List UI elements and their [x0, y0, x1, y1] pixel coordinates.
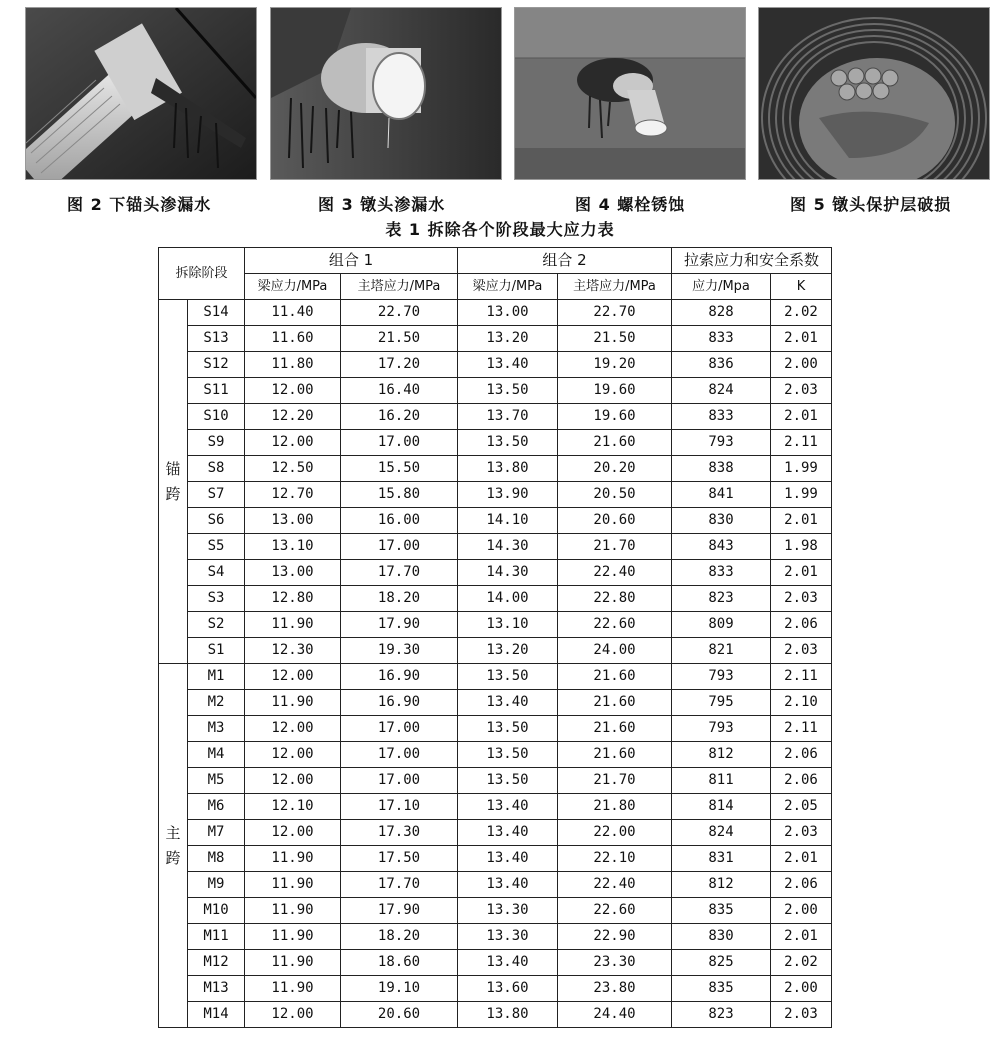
table-row — [159, 872, 832, 898]
table-row — [159, 482, 832, 508]
value-cell: 12.00 — [245, 716, 341, 742]
value-cell: 833 — [672, 560, 771, 586]
value-cell: 23.30 — [558, 950, 672, 976]
stage-cell: M14 — [188, 1002, 245, 1028]
table-row — [159, 950, 832, 976]
value-cell: 11.90 — [245, 612, 341, 638]
table-header-row-1 — [159, 248, 832, 274]
value-cell: 17.00 — [341, 716, 458, 742]
figure-3-caption: 图 3 镦头渗漏水 — [318, 195, 446, 214]
value-cell: 793 — [672, 430, 771, 456]
value-cell: 2.03 — [771, 638, 832, 664]
value-cell: 17.00 — [341, 534, 458, 560]
table-row — [159, 768, 832, 794]
value-cell: 22.70 — [558, 300, 672, 326]
value-cell: 13.50 — [458, 664, 558, 690]
value-cell: 809 — [672, 612, 771, 638]
value-cell: 812 — [672, 742, 771, 768]
value-cell: 13.10 — [245, 534, 341, 560]
table-title: 表 1 拆除各个阶段最大应力表 — [385, 220, 615, 239]
value-cell: 12.00 — [245, 768, 341, 794]
value-cell: 825 — [672, 950, 771, 976]
value-cell: 823 — [672, 1002, 771, 1028]
value-cell: 13.00 — [245, 560, 341, 586]
value-cell: 13.00 — [245, 508, 341, 534]
value-cell: 13.80 — [458, 456, 558, 482]
value-cell: 17.20 — [341, 352, 458, 378]
figure-4-photo — [514, 7, 746, 180]
value-cell: 13.40 — [458, 846, 558, 872]
value-cell: 14.30 — [458, 534, 558, 560]
value-cell: 812 — [672, 872, 771, 898]
value-cell: 2.11 — [771, 716, 832, 742]
value-cell: 12.00 — [245, 378, 341, 404]
value-cell: 11.90 — [245, 846, 341, 872]
table-row — [159, 300, 832, 326]
value-cell: 20.60 — [341, 1002, 458, 1028]
stage-cell: S12 — [188, 352, 245, 378]
header-cable: 拉索应力和安全系数 — [672, 248, 832, 274]
stage-cell: S2 — [188, 612, 245, 638]
section-label: 主 跨 — [159, 664, 188, 1028]
table-row — [159, 846, 832, 872]
value-cell: 23.80 — [558, 976, 672, 1002]
value-cell: 19.30 — [341, 638, 458, 664]
value-cell: 21.60 — [558, 690, 672, 716]
value-cell: 843 — [672, 534, 771, 560]
stage-cell: S13 — [188, 326, 245, 352]
value-cell: 2.02 — [771, 950, 832, 976]
table-row — [159, 326, 832, 352]
figure-3-photo — [270, 7, 502, 180]
figure-2-caption: 图 2 下锚头渗漏水 — [67, 195, 212, 214]
value-cell: 24.00 — [558, 638, 672, 664]
value-cell: 13.70 — [458, 404, 558, 430]
value-cell: 19.60 — [558, 404, 672, 430]
value-cell: 2.03 — [771, 820, 832, 846]
value-cell: 13.50 — [458, 378, 558, 404]
value-cell: 21.60 — [558, 742, 672, 768]
value-cell: 22.80 — [558, 586, 672, 612]
value-cell: 833 — [672, 404, 771, 430]
section-label: 锚 跨 — [159, 300, 188, 664]
table-row — [159, 508, 832, 534]
value-cell: 2.01 — [771, 846, 832, 872]
stage-cell: S9 — [188, 430, 245, 456]
value-cell: 12.20 — [245, 404, 341, 430]
table-row — [159, 378, 832, 404]
value-cell: 18.20 — [341, 586, 458, 612]
value-cell: 13.50 — [458, 768, 558, 794]
value-cell: 13.40 — [458, 794, 558, 820]
value-cell: 13.40 — [458, 690, 558, 716]
value-cell: 2.06 — [771, 612, 832, 638]
table-row — [159, 976, 832, 1002]
header-tower-stress-2: 主塔应力/MPa — [558, 274, 672, 300]
value-cell: 21.60 — [558, 716, 672, 742]
stage-cell: M12 — [188, 950, 245, 976]
value-cell: 21.50 — [558, 326, 672, 352]
header-cable-stress: 应力/Mpa — [672, 274, 771, 300]
value-cell: 13.10 — [458, 612, 558, 638]
value-cell: 14.30 — [458, 560, 558, 586]
value-cell: 20.50 — [558, 482, 672, 508]
stage-cell: S6 — [188, 508, 245, 534]
value-cell: 11.60 — [245, 326, 341, 352]
value-cell: 2.06 — [771, 742, 832, 768]
value-cell: 2.05 — [771, 794, 832, 820]
value-cell: 2.01 — [771, 560, 832, 586]
stress-table — [158, 247, 832, 1028]
stage-cell: M8 — [188, 846, 245, 872]
value-cell: 17.00 — [341, 742, 458, 768]
value-cell: 836 — [672, 352, 771, 378]
stage-cell: M7 — [188, 820, 245, 846]
value-cell: 19.60 — [558, 378, 672, 404]
value-cell: 1.99 — [771, 456, 832, 482]
header-group-2: 组合 2 — [458, 248, 672, 274]
value-cell: 22.60 — [558, 612, 672, 638]
value-cell: 16.90 — [341, 690, 458, 716]
table-row — [159, 742, 832, 768]
value-cell: 12.80 — [245, 586, 341, 612]
value-cell: 835 — [672, 976, 771, 1002]
table-row — [159, 664, 832, 690]
stage-cell: M13 — [188, 976, 245, 1002]
header-beam-stress-1: 梁应力/MPa — [245, 274, 341, 300]
table-row — [159, 404, 832, 430]
value-cell: 841 — [672, 482, 771, 508]
value-cell: 11.90 — [245, 976, 341, 1002]
value-cell: 13.40 — [458, 820, 558, 846]
value-cell: 2.02 — [771, 300, 832, 326]
value-cell: 13.50 — [458, 742, 558, 768]
value-cell: 19.10 — [341, 976, 458, 1002]
value-cell: 2.01 — [771, 508, 832, 534]
value-cell: 21.70 — [558, 534, 672, 560]
value-cell: 22.90 — [558, 924, 672, 950]
value-cell: 2.03 — [771, 1002, 832, 1028]
value-cell: 13.20 — [458, 326, 558, 352]
value-cell: 821 — [672, 638, 771, 664]
value-cell: 18.20 — [341, 924, 458, 950]
value-cell: 828 — [672, 300, 771, 326]
value-cell: 12.00 — [245, 664, 341, 690]
value-cell: 16.00 — [341, 508, 458, 534]
value-cell: 21.70 — [558, 768, 672, 794]
stage-cell: S7 — [188, 482, 245, 508]
value-cell: 1.98 — [771, 534, 832, 560]
value-cell: 12.70 — [245, 482, 341, 508]
figure-5-photo — [758, 7, 990, 180]
value-cell: 21.80 — [558, 794, 672, 820]
value-cell: 2.01 — [771, 326, 832, 352]
value-cell: 811 — [672, 768, 771, 794]
value-cell: 13.90 — [458, 482, 558, 508]
stage-cell: S10 — [188, 404, 245, 430]
value-cell: 13.80 — [458, 1002, 558, 1028]
stage-cell: M5 — [188, 768, 245, 794]
value-cell: 12.00 — [245, 430, 341, 456]
value-cell: 22.40 — [558, 560, 672, 586]
figure-2-photo — [25, 7, 257, 180]
value-cell: 12.00 — [245, 742, 341, 768]
figure-5-caption: 图 5 镦头保护层破损 — [790, 195, 952, 214]
value-cell: 13.40 — [458, 872, 558, 898]
value-cell: 17.00 — [341, 768, 458, 794]
value-cell: 17.10 — [341, 794, 458, 820]
value-cell: 16.40 — [341, 378, 458, 404]
value-cell: 16.90 — [341, 664, 458, 690]
value-cell: 11.40 — [245, 300, 341, 326]
stage-cell: S8 — [188, 456, 245, 482]
value-cell: 2.03 — [771, 586, 832, 612]
table-row — [159, 352, 832, 378]
header-stage: 拆除阶段 — [159, 248, 245, 300]
value-cell: 21.60 — [558, 430, 672, 456]
value-cell: 11.80 — [245, 352, 341, 378]
value-cell: 13.00 — [458, 300, 558, 326]
value-cell: 15.50 — [341, 456, 458, 482]
header-tower-stress-1: 主塔应力/MPa — [341, 274, 458, 300]
value-cell: 22.00 — [558, 820, 672, 846]
table-row — [159, 820, 832, 846]
value-cell: 11.90 — [245, 924, 341, 950]
value-cell: 13.30 — [458, 924, 558, 950]
value-cell: 824 — [672, 378, 771, 404]
value-cell: 12.00 — [245, 1002, 341, 1028]
stage-cell: M2 — [188, 690, 245, 716]
value-cell: 15.80 — [341, 482, 458, 508]
value-cell: 12.00 — [245, 820, 341, 846]
value-cell: 22.60 — [558, 898, 672, 924]
table-row — [159, 690, 832, 716]
value-cell: 1.99 — [771, 482, 832, 508]
stage-cell: S11 — [188, 378, 245, 404]
stage-cell: M6 — [188, 794, 245, 820]
value-cell: 2.00 — [771, 898, 832, 924]
value-cell: 17.50 — [341, 846, 458, 872]
value-cell: 21.50 — [341, 326, 458, 352]
value-cell: 830 — [672, 508, 771, 534]
stage-cell: M4 — [188, 742, 245, 768]
value-cell: 16.20 — [341, 404, 458, 430]
table-row — [159, 898, 832, 924]
table-row — [159, 1002, 832, 1028]
value-cell: 12.10 — [245, 794, 341, 820]
table-row — [159, 430, 832, 456]
stage-cell: M9 — [188, 872, 245, 898]
value-cell: 2.01 — [771, 404, 832, 430]
value-cell: 11.90 — [245, 872, 341, 898]
table-body — [159, 300, 832, 1028]
table-row — [159, 716, 832, 742]
value-cell: 24.40 — [558, 1002, 672, 1028]
value-cell: 20.60 — [558, 508, 672, 534]
value-cell: 795 — [672, 690, 771, 716]
value-cell: 20.20 — [558, 456, 672, 482]
header-beam-stress-2: 梁应力/MPa — [458, 274, 558, 300]
stage-cell: M1 — [188, 664, 245, 690]
value-cell: 17.70 — [341, 872, 458, 898]
stage-cell: M10 — [188, 898, 245, 924]
value-cell: 11.90 — [245, 950, 341, 976]
stage-cell: S5 — [188, 534, 245, 560]
value-cell: 19.20 — [558, 352, 672, 378]
value-cell: 13.30 — [458, 898, 558, 924]
value-cell: 2.11 — [771, 430, 832, 456]
value-cell: 22.40 — [558, 872, 672, 898]
value-cell: 18.60 — [341, 950, 458, 976]
stage-cell: S14 — [188, 300, 245, 326]
value-cell: 838 — [672, 456, 771, 482]
table-row — [159, 456, 832, 482]
value-cell: 793 — [672, 664, 771, 690]
value-cell: 17.30 — [341, 820, 458, 846]
value-cell: 824 — [672, 820, 771, 846]
value-cell: 22.10 — [558, 846, 672, 872]
value-cell: 14.00 — [458, 586, 558, 612]
value-cell: 823 — [672, 586, 771, 612]
table-row — [159, 586, 832, 612]
value-cell: 13.40 — [458, 352, 558, 378]
value-cell: 2.00 — [771, 352, 832, 378]
header-group-1: 组合 1 — [245, 248, 458, 274]
value-cell: 2.00 — [771, 976, 832, 1002]
figure-4-caption: 图 4 螺栓锈蚀 — [575, 195, 686, 214]
value-cell: 13.20 — [458, 638, 558, 664]
value-cell: 17.70 — [341, 560, 458, 586]
value-cell: 13.60 — [458, 976, 558, 1002]
value-cell: 2.10 — [771, 690, 832, 716]
value-cell: 2.11 — [771, 664, 832, 690]
value-cell: 13.50 — [458, 430, 558, 456]
table-row — [159, 638, 832, 664]
stage-cell: S3 — [188, 586, 245, 612]
value-cell: 793 — [672, 716, 771, 742]
value-cell: 12.30 — [245, 638, 341, 664]
value-cell: 11.90 — [245, 690, 341, 716]
value-cell: 13.50 — [458, 716, 558, 742]
stage-cell: S1 — [188, 638, 245, 664]
value-cell: 830 — [672, 924, 771, 950]
value-cell: 814 — [672, 794, 771, 820]
value-cell: 11.90 — [245, 898, 341, 924]
value-cell: 2.03 — [771, 378, 832, 404]
value-cell: 17.90 — [341, 612, 458, 638]
header-safety-factor: K — [771, 274, 832, 300]
stage-cell: M11 — [188, 924, 245, 950]
value-cell: 2.01 — [771, 924, 832, 950]
table-header-row-2 — [159, 274, 832, 300]
value-cell: 12.50 — [245, 456, 341, 482]
value-cell: 835 — [672, 898, 771, 924]
table-row — [159, 794, 832, 820]
value-cell: 17.00 — [341, 430, 458, 456]
value-cell: 13.40 — [458, 950, 558, 976]
table-row — [159, 560, 832, 586]
stage-cell: S4 — [188, 560, 245, 586]
table-row — [159, 924, 832, 950]
value-cell: 14.10 — [458, 508, 558, 534]
value-cell: 833 — [672, 326, 771, 352]
value-cell: 22.70 — [341, 300, 458, 326]
table-row — [159, 534, 832, 560]
stage-cell: M3 — [188, 716, 245, 742]
value-cell: 831 — [672, 846, 771, 872]
value-cell: 17.90 — [341, 898, 458, 924]
value-cell: 21.60 — [558, 664, 672, 690]
table-row — [159, 612, 832, 638]
value-cell: 2.06 — [771, 768, 832, 794]
value-cell: 2.06 — [771, 872, 832, 898]
